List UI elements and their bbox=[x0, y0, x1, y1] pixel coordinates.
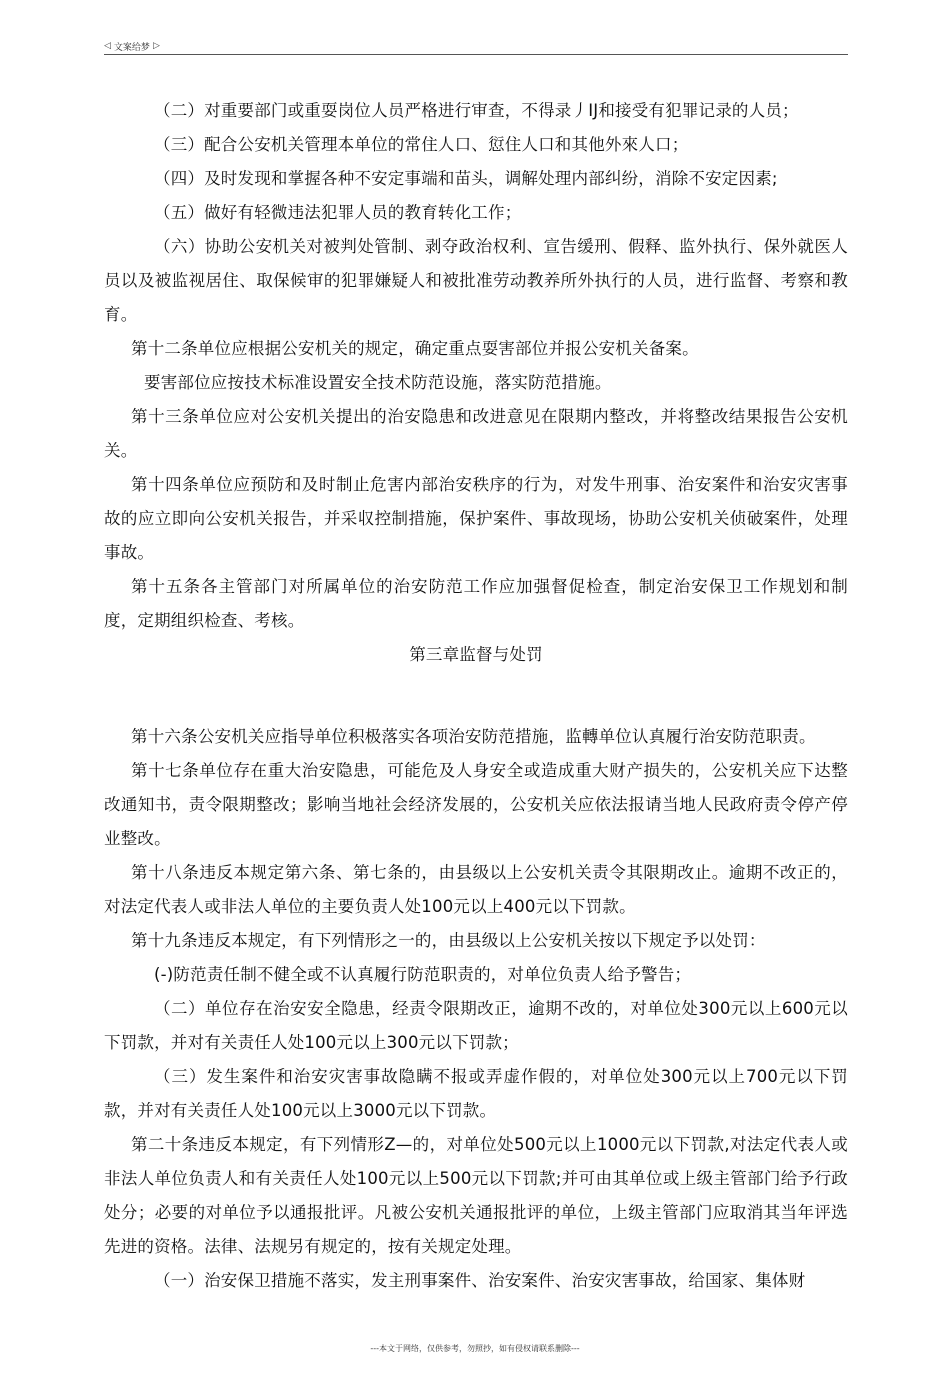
header-divider bbox=[104, 54, 848, 55]
header-title: 文案给梦 bbox=[113, 42, 150, 53]
paragraph: （二）单位存在治安安全隐患，经责令限期改正，逾期不改的，对单位处300元以上600元以下罚款，并对有关责任人处100元以上300元以下罚款； bbox=[104, 999, 848, 1052]
paragraph: (-)防范责任制不健全或不认真履行防范职责的，对单位负责人给予警告； bbox=[154, 965, 692, 984]
paragraph: 第十九条违反本规定，有下列情形之一的，由县级以上公安机关按以下规定予以处罚： bbox=[131, 931, 766, 950]
chapter-heading: 第三章监督与处罚 bbox=[409, 645, 543, 664]
paragraph: （四）及时发现和掌握各种不安定事端和苗头，调解处理内部纠纷，消除不安定因素; bbox=[154, 169, 778, 188]
paragraph: （六）协助公安机关对被判处管制、剥夺政治权利、宣告缓刑、假释、监外执行、保外就医人员以及被监视居住、取保候审的犯罪嫌疑人和被批准劳动教养所外执行的人员，进行监督、考察和教育。 bbox=[104, 237, 848, 324]
paragraph: （五）做好有轻微违法犯罪人员的教育转化工作； bbox=[154, 203, 522, 222]
paragraph: 第十四条单位应预防和及时制止危害内部治安秩序的行为，对发牛刑事、治安案件和治安灾害事故的应立即向公安机关报告，并采収控制措施，保护案件、事故现场，协助公安机关侦破案件，处理事故。 bbox=[104, 475, 848, 562]
spacer bbox=[104, 672, 848, 720]
page-footer: ---本文于网络，仅供参考，勿照抄，如有侵权请联系删除--- bbox=[370, 1344, 580, 1353]
document-body bbox=[104, 94, 848, 1298]
paragraph: 第十七条单位存在重大治安隐患，可能危及人身安全或造成重大财产损失的，公安机关应下达整改通知书，责令限期整改；影响当地社会经济发展的，公安机关应依法报请当地人民政府责令停产停业整改。 bbox=[104, 761, 848, 848]
paragraph: （二）对重要部门或重耍岗位人员严格进行审查，不得录丿IJ和接受有犯罪记录的人员； bbox=[154, 101, 799, 120]
paragraph: 第十六条公安机关应指导单位积极落实各项治安防范措施，监轉单位认真履行治安防范职责。 bbox=[131, 727, 816, 746]
paragraph: 第二十条违反本规定，有下列情形Z—的，对单位处500元以上1000元以下罚款,对法定代表人或非法人单位负责人和有关责任人处100元以上500元以下罚款;并可由其单位或上级主管部门给予行政处分；必要的对单位予以通报批评。凡被公安机关通报批评的单位，上级主管部门应取消其当年评选先进的资格。法律、法规另有规定的，按有关规定处理。 bbox=[104, 1135, 848, 1256]
paragraph: 第十八条违反本规定第六条、第七条的，由县级以上公安机关责令其限期改止。逾期不改正的，对法定代表人或非法人单位的主要负责人处100元以上400元以下罚款。 bbox=[104, 863, 848, 916]
left-triangle-icon: ◁ bbox=[104, 41, 111, 51]
paragraph: （三）发生案件和治安灾害事故隐瞒不报或弄虚作假的，对单位处300元以上700元以下罚款，并对有关责任人处100元以上3000元以下罚款。 bbox=[104, 1067, 848, 1120]
paragraph: （三）配合公安机关管理本单位的常住人口、愆住人口和其他外來人口； bbox=[154, 135, 689, 154]
paragraph: 要害部位应按技术标准设置安全技术防范设施，落实防范措施。 bbox=[144, 373, 612, 392]
paragraph: 第十三条单位应对公安机关提出的治安隐患和改进意见在限期内整改，并将整改结果报告公安机关。 bbox=[104, 407, 848, 460]
right-triangle-icon: ▷ bbox=[152, 41, 160, 51]
paragraph: （一）治安保卫措施不落实，发主刑事案件、治安案件、治安灾害事故，给国家、集体财 bbox=[154, 1271, 806, 1290]
page-header bbox=[104, 38, 848, 54]
paragraph: 第十二条单位应根据公安机关的规定，确定重点耍害部位并报公安机关备案。 bbox=[131, 339, 699, 358]
paragraph: 第十五条各主管部门对所属单位的治安防范工作应加强督促检查，制定治安保卫工作规划和制度，定期组织检查、考核。 bbox=[104, 577, 848, 630]
